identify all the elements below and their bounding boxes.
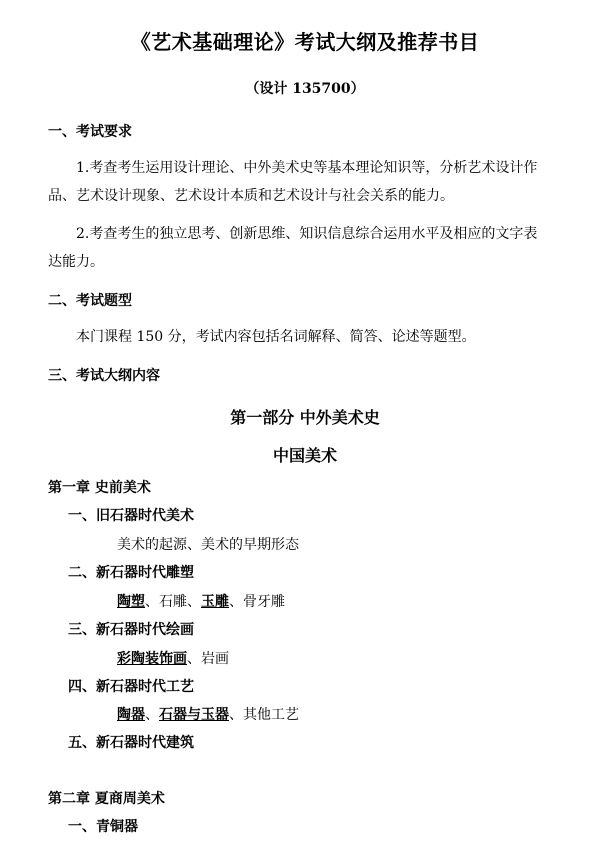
chapter-1-item-4-content: [117, 704, 299, 724]
text-segment: 、其他工艺: [229, 707, 299, 723]
section-1-para-2-line-2: 达能力。: [48, 254, 104, 270]
chapter-1-item-3-heading: 三、新石器时代绘画: [68, 622, 194, 638]
chapter-2-item-1-heading: 一、青铜器: [68, 819, 138, 835]
subpart-heading: 中国美术: [272, 446, 337, 465]
text-segment: 、岩画: [187, 651, 229, 667]
text-segment: 、: [145, 707, 159, 723]
section-2-para: 本门课程 150 分，考试内容包括名词解释、简答、论述等题型。: [76, 329, 476, 345]
text-segment: 、骨牙雕: [229, 594, 285, 610]
document-subtitle: （设计 135700）: [245, 81, 365, 97]
chapter-1-item-1-heading: 一、旧石器时代美术: [68, 508, 194, 524]
chapter-1-item-3-content: [117, 648, 229, 668]
section-1-para-1-line-2: 品、艺术设计现象、艺术设计本质和艺术设计与社会关系的能力。: [48, 188, 454, 204]
chapter-1-item-2-heading: 二、新石器时代雕塑: [68, 565, 194, 581]
chapter-1-item-2-content: [117, 591, 285, 611]
term-shiqi-yuqi: 石器与玉器: [159, 707, 229, 723]
section-2-heading: 二、考试题型: [48, 293, 132, 309]
chapter-2-heading: 第二章 夏商周美术: [48, 791, 165, 807]
text-segment: 、石雕、: [145, 594, 201, 610]
part-heading: 第一部分 中外美术史: [230, 408, 380, 427]
section-1-para-2-line-1: 2.考查考生的独立思考、创新思维、知识信息综合运用水平及相应的文字表: [76, 226, 538, 242]
chapter-1-item-4-heading: 四、新石器时代工艺: [68, 679, 194, 695]
chapter-1-item-1-content: 美术的起源、美术的早期形态: [117, 537, 299, 553]
term-caitao-zhuangshihua: 彩陶装饰画: [117, 651, 187, 667]
section-1-para-1-line-1: 1.考查考生运用设计理论、中外美术史等基本理论知识等，分析艺术设计作: [76, 160, 538, 176]
section-3-heading: 三、考试大纲内容: [48, 368, 160, 384]
section-1-heading: 一、考试要求: [48, 124, 132, 140]
document-title: 《艺术基础理论》考试大纲及推荐书目: [130, 30, 480, 54]
term-yudiao: 玉雕: [201, 594, 229, 610]
term-taosu: 陶塑: [117, 594, 145, 610]
chapter-1-item-5-heading: 五、新石器时代建筑: [68, 735, 194, 751]
term-taoqi: 陶器: [117, 707, 145, 723]
chapter-1-heading: 第一章 史前美术: [48, 480, 151, 496]
